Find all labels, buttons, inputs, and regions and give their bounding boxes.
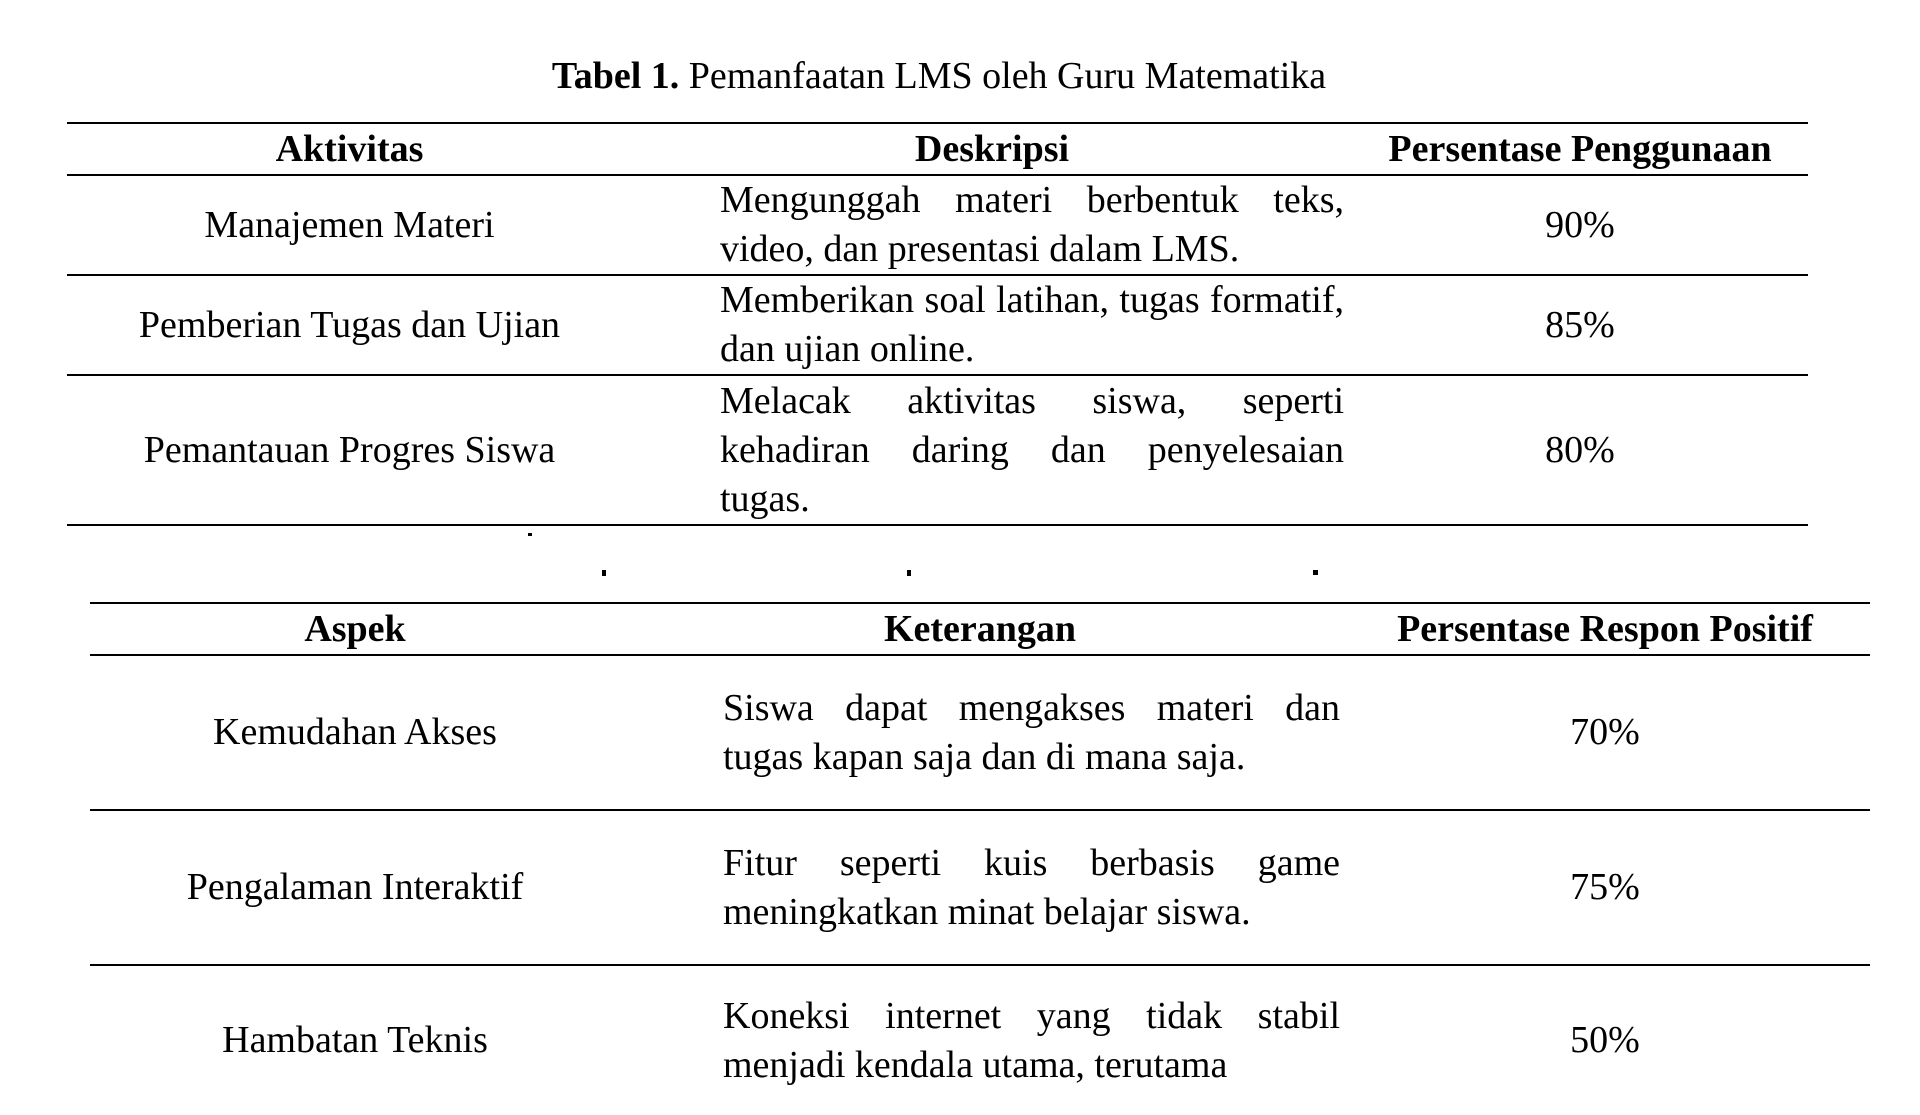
header-persentase-penggunaan: Persentase Penggunaan	[1352, 123, 1808, 175]
table-lms-usage	[67, 122, 1808, 526]
table1-caption-label: Tabel 1.	[551, 55, 680, 97]
percentage-cell: 80%	[1352, 375, 1808, 525]
percentage-cell: 85%	[1352, 275, 1808, 375]
scan-artifact	[907, 570, 911, 576]
activity-cell: Pemberian Tugas dan Ujian	[67, 275, 632, 375]
header-keterangan: Keterangan	[620, 603, 1340, 655]
table-row	[90, 655, 1870, 810]
scan-artifact	[1313, 570, 1318, 575]
table-row	[90, 965, 1870, 1115]
percentage-cell: 90%	[1352, 175, 1808, 275]
description-cell: Siswa dapat mengakses materi dan tugas kapan saja dan di mana saja.	[620, 655, 1340, 810]
percentage-cell: 70%	[1340, 655, 1870, 810]
aspect-cell: Kemudahan Akses	[90, 655, 620, 810]
table1-caption	[0, 52, 1878, 100]
percentage-cell: 50%	[1570, 1019, 1640, 1061]
activity-cell: Pemantauan Progres Siswa	[67, 375, 632, 525]
header-persentase-respon-positif: Persentase Respon Positif	[1340, 603, 1870, 655]
table-student-response	[90, 602, 1870, 1115]
header-deskripsi: Deskripsi	[632, 123, 1352, 175]
activity-cell: Manajemen Materi	[67, 175, 632, 275]
scan-artifact	[528, 533, 532, 536]
header-aspek: Aspek	[90, 603, 620, 655]
scan-artifact	[602, 570, 606, 576]
description-cell: Melacak aktivitas siswa, seperti kehadiran daring dan penyelesaian tugas.	[632, 375, 1352, 525]
table-row	[67, 375, 1808, 525]
description-cell: Memberikan soal latihan, tugas formatif, dan ujian online.	[632, 275, 1352, 375]
table-row	[67, 175, 1808, 275]
header-aktivitas: Aktivitas	[67, 123, 632, 175]
table-header-row	[90, 603, 1870, 655]
description-cell: Fitur seperti kuis berbasis game meningkatkan minat belajar siswa.	[620, 810, 1340, 965]
table-row	[90, 810, 1870, 965]
description-cell: Mengunggah materi berbentuk teks, video, dan presentasi dalam LMS.	[632, 175, 1352, 275]
description-cell: Koneksi internet yang tidak stabil menjadi kendala utama, terutama	[723, 994, 1340, 1086]
table1-caption-text: Pemanfaatan LMS oleh Guru Matematika	[679, 55, 1327, 97]
aspect-cell: Hambatan Teknis	[222, 1019, 488, 1061]
table-header-row	[67, 123, 1808, 175]
aspect-cell: Pengalaman Interaktif	[90, 810, 620, 965]
table-row	[67, 275, 1808, 375]
percentage-cell: 75%	[1340, 810, 1870, 965]
